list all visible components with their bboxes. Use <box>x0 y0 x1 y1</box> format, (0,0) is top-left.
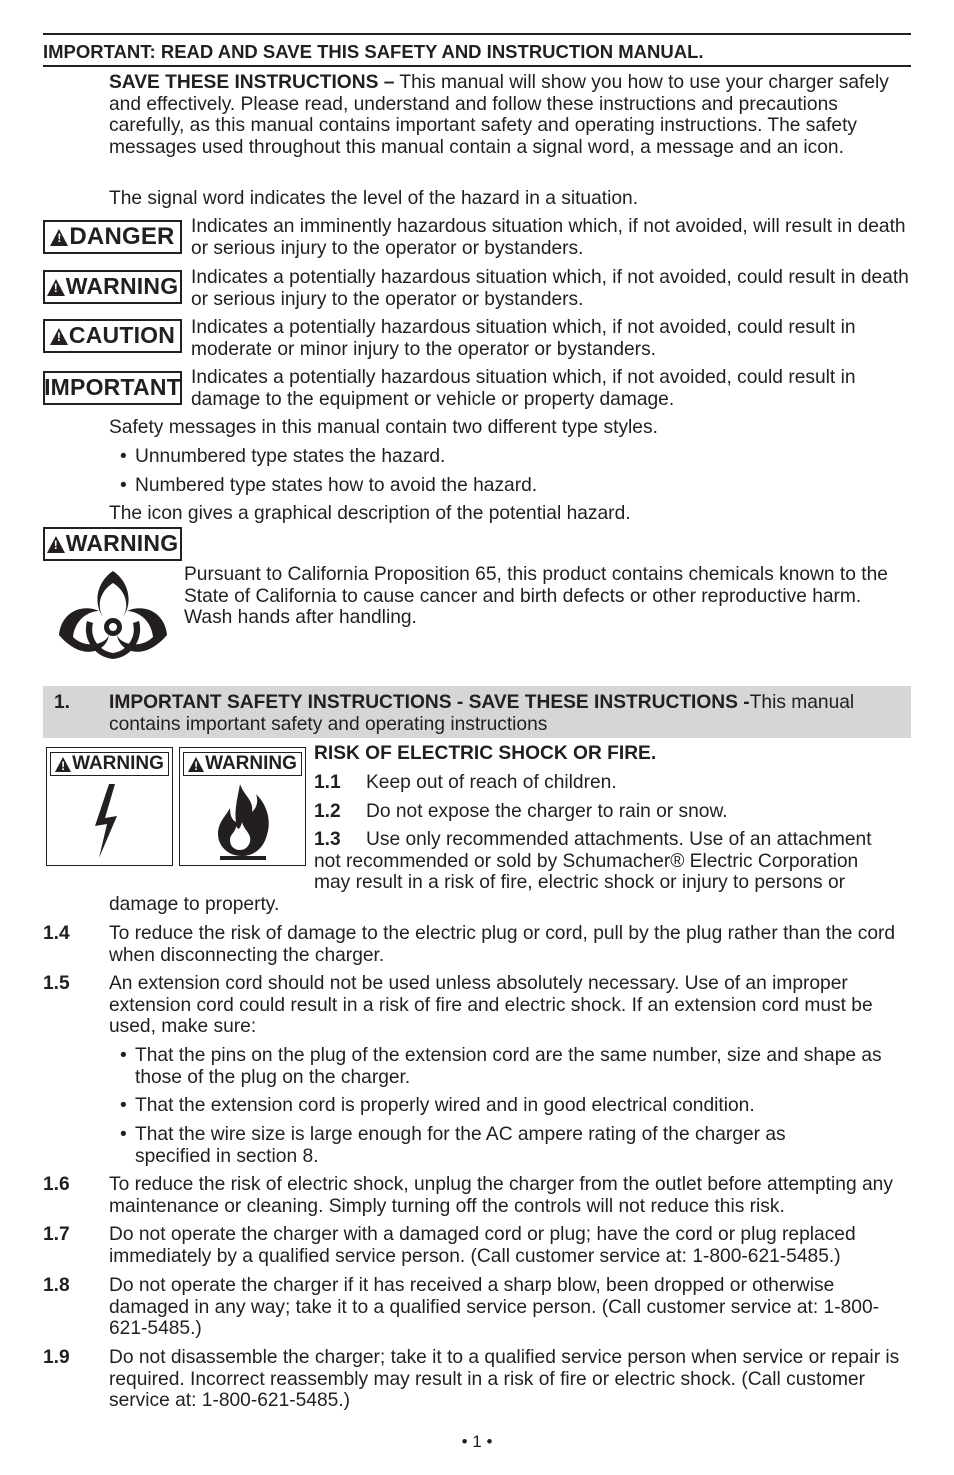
fire-icon <box>210 782 276 860</box>
important-label: IMPORTANT <box>43 371 182 405</box>
list-item: • That the wire size is large enough for the AC ampere rating of the charger as specified in section 8. <box>120 1124 786 1167</box>
important-text: Indicates a potentially hazardous situation which, if not avoided, could result in damage to the equipment or vehicle or property damage. <box>191 367 856 410</box>
alert-triangle-icon <box>47 536 65 553</box>
item-text: Do not disassemble the charger; take it to a qualified service person when service or repair is required. Incorrect reassembly may result in a risk of fire or electric shock. (Call customer service at: 1-800-621-5485.) <box>109 1347 900 1412</box>
list-item: • Numbered type states how to avoid the hazard. <box>120 475 538 496</box>
title-underline <box>43 65 911 67</box>
electric-warning-box <box>46 747 173 866</box>
risk-heading: RISK OF ELECTRIC SHOCK OR FIRE. <box>314 743 657 764</box>
fire-warning-box <box>179 747 306 866</box>
warning-label: ! WARNING <box>183 752 302 776</box>
type-styles-intro: Safety messages in this manual contain two different type styles. <box>109 417 658 438</box>
item-number: 1.7 <box>43 1224 70 1245</box>
item-number: 1.4 <box>43 923 70 944</box>
item-text-line: not recommended or sold by Schumacher® Electric Corporation <box>314 851 859 872</box>
item-number: 1.8 <box>43 1275 70 1296</box>
list-item: • Unnumbered type states the hazard. <box>120 446 446 467</box>
danger-text: Indicates an imminently hazardous situation which, if not avoided, will result in death or serious injury to the operator or bystanders. <box>191 216 906 259</box>
caution-text: Indicates a potentially hazardous situation which, if not avoided, could result in moderate or minor injury to the operator or bystanders. <box>191 317 856 360</box>
list-item: • That the extension cord is properly wired and in good electrical condition. <box>120 1095 755 1116</box>
item-text-line: may result in a risk of fire, electric shock or injury to persons or <box>314 872 846 893</box>
item-text: An extension cord should not be used unless absolutely necessary. Use of an improper extension cord could result in a risk of fire and electric shock. If an extension cord must be used, make sure: <box>109 973 873 1038</box>
page-title: IMPORTANT: READ AND SAVE THIS SAFETY AND INSTRUCTION MANUAL. <box>43 41 704 62</box>
prop65-warning-label: ! WARNING <box>43 527 182 561</box>
intro-paragraph <box>109 72 911 158</box>
item-text: To reduce the risk of electric shock, unplug the charger from the outlet before attempting any maintenance or cleaning. Simply turning off the controls will not reduce this risk. <box>109 1174 893 1217</box>
item-number: 1.5 <box>43 973 70 994</box>
section-1-number: 1. <box>54 692 71 713</box>
alert-triangle-icon <box>47 279 65 296</box>
biohazard-icon <box>53 563 173 678</box>
alert-triangle-icon <box>50 229 68 246</box>
warning-label: ! WARNING <box>43 270 182 304</box>
item-text-line: Use only recommended attachments. Use of an attachment <box>366 829 872 850</box>
item-text: Keep out of reach of children. <box>366 772 617 793</box>
signal-word-note: The signal word indicates the level of the hazard in a situation. <box>109 188 639 209</box>
item-number: 1.9 <box>43 1347 70 1368</box>
item-number: 1.3 <box>314 829 341 850</box>
item-text: Do not operate the charger with a damaged cord or plug; have the cord or plug replaced immediately by a qualified service person. (Call customer service at: 1-800-621-5485.) <box>109 1224 856 1267</box>
item-text: Do not expose the charger to rain or snow. <box>366 801 728 822</box>
item-text-line: damage to property. <box>109 894 280 915</box>
section-1-title: IMPORTANT SAFETY INSTRUCTIONS - SAVE THESE INSTRUCTIONS -This manual contains important safety and operating instructions <box>109 692 855 735</box>
list-item: • That the pins on the plug of the extension cord are the same number, size and shape as those of the plug on the charger. <box>120 1045 882 1088</box>
intro-lead: SAVE THESE INSTRUCTIONS – <box>109 72 395 93</box>
alert-triangle-icon <box>50 328 68 345</box>
alert-triangle-icon <box>188 757 204 772</box>
prop65-text: Pursuant to California Proposition 65, this product contains chemicals known to the State of California to cause cancer and birth defects or other reproductive harm. Wash hands after handling. <box>184 564 888 629</box>
item-number: 1.2 <box>314 801 341 822</box>
warning-text: Indicates a potentially hazardous situation which, if not avoided, could result in death or serious injury to the operator or bystanders. <box>191 267 909 310</box>
item-text: To reduce the risk of damage to the electric plug or cord, pull by the plug rather than the cord when disconnecting the charger. <box>109 923 896 966</box>
intro-text: This manual will show you how to use your charger safely and effectively. Please read, understand and follow these instructions and precautions carefully, as this manual contains important safety and operating instructions. The safety messages used throughout this manual contain a signal word, a message and an icon. <box>109 72 889 158</box>
top-rule <box>43 33 911 35</box>
electric-shock-icon <box>87 782 127 862</box>
caution-label: ! CAUTION <box>43 319 182 353</box>
alert-triangle-icon <box>55 757 71 772</box>
item-number: 1.6 <box>43 1174 70 1195</box>
page-number: • 1 • <box>461 1432 493 1451</box>
item-text: Do not operate the charger if it has received a sharp blow, been dropped or otherwise damaged in any way; take it to a qualified service person. (Call customer service at: 1-800-621-5485.) <box>109 1275 880 1340</box>
warning-label: ! WARNING <box>50 752 169 776</box>
item-number: 1.1 <box>314 772 341 793</box>
danger-label: ! DANGER <box>43 220 182 254</box>
icon-note: The icon gives a graphical description of the potential hazard. <box>109 503 631 524</box>
